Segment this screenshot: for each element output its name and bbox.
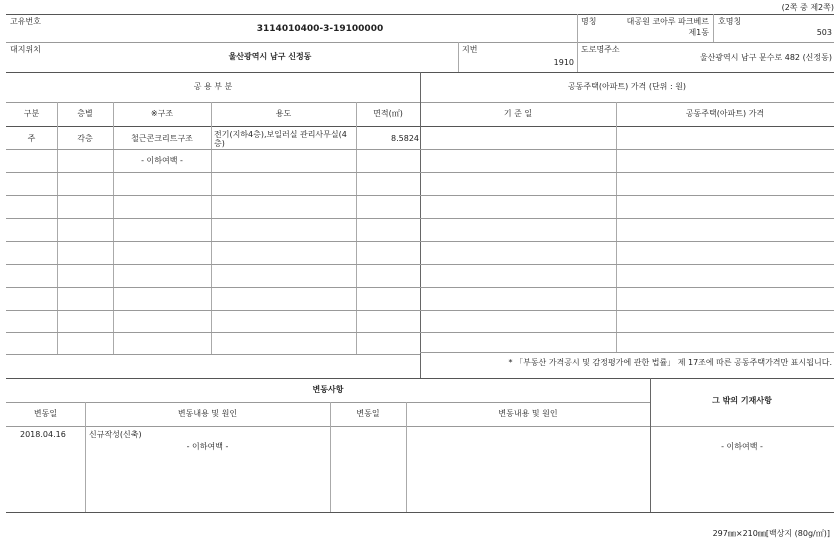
road-value: 울산광역시 남구 문수로 482 (신정동) — [699, 53, 832, 62]
changes-col-divider — [406, 402, 407, 512]
row-divider — [6, 354, 420, 355]
road-label: 도로명주소 — [581, 45, 620, 54]
header-vdivider — [713, 14, 714, 42]
header-row-divider — [6, 42, 834, 43]
page-info: (2쪽 중 제2쪽) — [781, 3, 834, 12]
change-entry-date: 2018.04.16 — [20, 430, 66, 439]
change-entry-content: 신규작성(신축) — [89, 430, 142, 439]
header-top-border — [6, 14, 834, 15]
site-label: 대지위치 — [10, 45, 41, 54]
row-divider — [6, 149, 834, 150]
col-head-structure: ※구조 — [150, 109, 174, 118]
changes-title: 변동사항 — [312, 385, 344, 394]
col-head-floor: 층별 — [77, 109, 93, 118]
header-vdivider — [577, 14, 578, 72]
row-divider — [6, 287, 834, 288]
name-value-line2: 제1동 — [688, 28, 709, 37]
unit-value: 503 — [816, 28, 832, 37]
id-value: 3114010400-3-19100000 — [256, 24, 384, 34]
cell-use: 전기(지하4층),보일러실 관리사무실(4층) — [214, 130, 347, 149]
changes-end-text: - 이하여백 - — [186, 442, 229, 451]
changes-content-head-2: 변동내용 및 원인 — [498, 409, 558, 418]
row-divider — [6, 310, 834, 311]
other-title: 그 밖의 기재사항 — [712, 396, 772, 405]
col-head-base-date: 기 준 일 — [503, 109, 533, 118]
common-title: 공 용 부 분 — [193, 82, 233, 91]
changes-title-divider — [6, 402, 650, 403]
row-divider — [6, 332, 834, 333]
site-value: 울산광역시 남구 신정동 — [228, 52, 312, 61]
changes-head-divider — [6, 426, 834, 427]
common-end-text: - 이하여백 - — [141, 156, 183, 165]
col-head-type: 구분 — [23, 109, 40, 118]
cell-type: 주 — [27, 134, 36, 143]
cell-structure: 철근콘크리트구조 — [131, 134, 193, 143]
lot-value: 1910 — [553, 58, 574, 67]
paper-spec: 297㎜×210㎜[백상지 (80g/㎡)] — [712, 529, 830, 538]
name-value-line1: 대공원 코아루 파크베르 — [626, 17, 709, 26]
col-divider — [211, 102, 212, 354]
row-divider — [420, 352, 834, 353]
changes-col-divider — [85, 402, 86, 512]
col-head-price: 공동주택(아파트) 가격 — [685, 109, 765, 118]
col-head-use: 용도 — [275, 109, 292, 118]
col-head-area: 면적(㎡) — [373, 109, 403, 118]
header-vdivider — [458, 42, 459, 72]
other-end-text: - 이하여백 - — [721, 442, 763, 451]
col-divider — [356, 102, 357, 354]
name-label: 명칭 — [581, 17, 597, 26]
row-divider — [6, 241, 834, 242]
row-divider — [6, 195, 834, 196]
price-note: * 「부동산 가격공시 및 감정평가에 관한 법률」 제 17조에 따른 공동주택가격만 표시됩니다. — [508, 358, 832, 367]
cell-area: 8.5824 — [391, 134, 419, 143]
id-label: 고유번호 — [10, 17, 41, 26]
changes-date-head: 변동일 — [33, 409, 58, 418]
changes-bottom-border — [6, 512, 834, 513]
unit-label: 호명칭 — [718, 17, 742, 26]
lot-label: 지번 — [462, 45, 478, 54]
cell-floor: 각층 — [77, 134, 93, 143]
col-divider — [616, 102, 617, 352]
changes-col-divider — [330, 402, 331, 512]
row-divider — [6, 218, 834, 219]
row-divider — [6, 172, 834, 173]
row-divider — [6, 264, 834, 265]
changes-content-head: 변동내용 및 원인 — [177, 409, 238, 418]
price-title: 공동주택(아파트) 가격 (단위 : 원) — [567, 82, 687, 91]
changes-date-head-2: 변동일 — [356, 409, 380, 418]
table-bottom-border — [6, 378, 834, 379]
